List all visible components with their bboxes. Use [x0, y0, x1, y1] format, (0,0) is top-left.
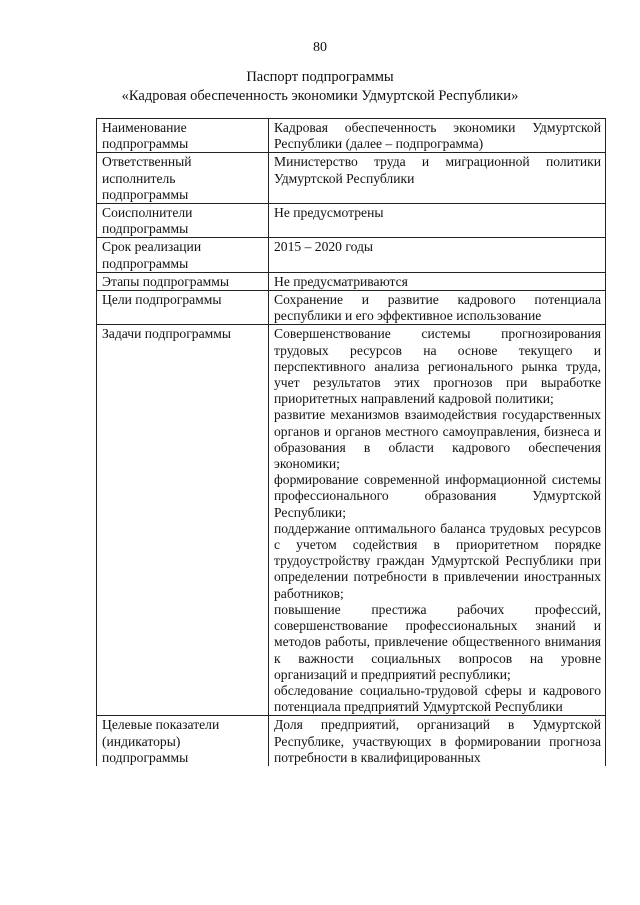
row-value-executor: Министерство труда и миграционной политики Удмуртской Республики — [269, 153, 606, 204]
row-value-stages: Не предусматриваются — [269, 272, 606, 290]
row-value-name: Кадровая обеспеченность экономики Удмуртской Республики (далее – подпрограмма) — [269, 119, 606, 153]
document-title — [0, 68, 640, 106]
task-item: обследование социально-трудовой сферы и кадрового потенциала предприятий Удмуртской Республики — [274, 682, 601, 715]
row-value-coexecutors: Не предусмотрены — [269, 204, 606, 238]
table-row — [97, 716, 606, 766]
row-label-coexecutors: Соисполнители подпрограммы — [97, 204, 269, 238]
table-row — [97, 272, 606, 290]
row-label-indicators: Целевые показатели (индикаторы) подпрограммы — [97, 716, 269, 766]
table-row — [97, 153, 606, 204]
task-item: поддержание оптимального баланса трудовых ресурсов с учетом содействия в приоритетном порядке трудоустройству граждан Удмуртской Республики при определении потребности в привлечении иностранных работников; — [274, 520, 601, 601]
row-label-tasks: Задачи подпрограммы — [97, 325, 269, 716]
title-line-1: Паспорт подпрограммы — [246, 69, 394, 85]
row-value-tasks — [269, 325, 606, 716]
row-value-goals: Сохранение и развитие кадрового потенциала республики и его эффективное использование — [269, 291, 606, 325]
row-label-term: Срок реализации подпрограммы — [97, 238, 269, 272]
row-label-stages: Этапы подпрограммы — [97, 272, 269, 290]
table-row — [97, 204, 606, 238]
table-row — [97, 119, 606, 153]
row-label-executor: Ответственный исполнитель подпрограммы — [97, 153, 269, 204]
table-row — [97, 291, 606, 325]
table-row — [97, 238, 606, 272]
task-item: повышение престижа рабочих профессий, совершенствование профессиональных знаний и методов работы, привлечение общественного внимания к важности социальных вопросов на уровне организаций и предприятий республики; — [274, 601, 601, 682]
title-line-2: «Кадровая обеспеченность экономики Удмуртской Республики» — [121, 88, 519, 104]
row-label-name: Наименование подпрограммы — [97, 119, 269, 153]
task-item: Совершенствование системы прогнозирования трудовых ресурсов на основе текущего и перспективного анализа регионального рынка труда, учет результатов этих прогнозов при выработке приоритетных направлений кадровой политики; — [274, 326, 601, 407]
row-value-term: 2015 – 2020 годы — [269, 238, 606, 272]
passport-table — [96, 118, 606, 766]
page-number: 80 — [313, 40, 327, 55]
task-item: формирование современной информационной системы профессионального образования Удмуртской Республики; — [274, 472, 601, 520]
table-row — [97, 325, 606, 716]
task-item: развитие механизмов взаимодействия государственных органов и органов местного самоуправления, бизнеса и образования в области кадрового обеспечения экономики; — [274, 407, 601, 472]
row-label-goals: Цели подпрограммы — [97, 291, 269, 325]
row-value-indicators: Доля предприятий, организаций в Удмуртской Республике, участвующих в формировании прогноза потребности в квалифицированных — [269, 716, 606, 766]
